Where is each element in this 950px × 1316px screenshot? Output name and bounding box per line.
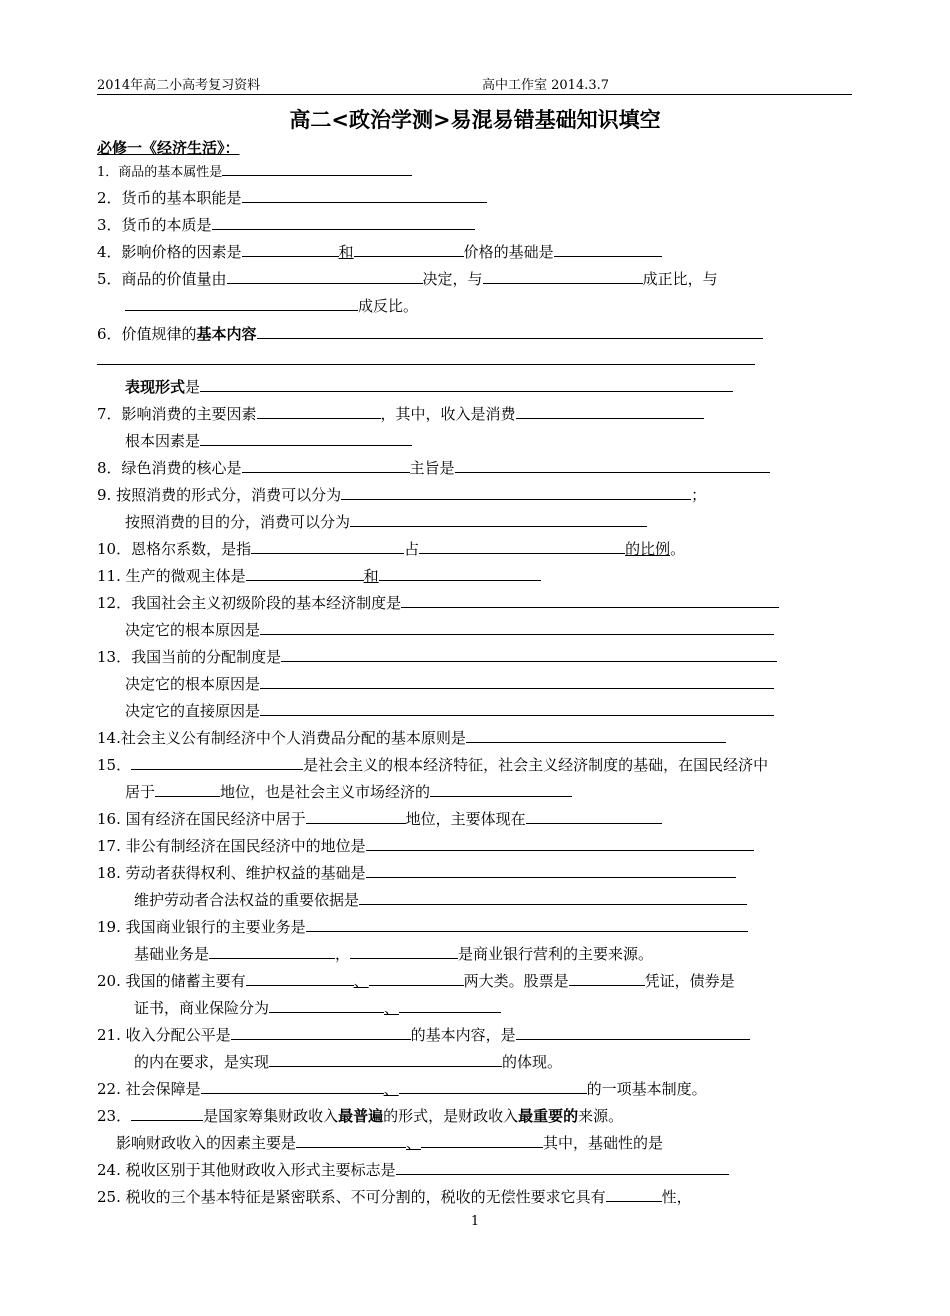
question-3: 3．货币的本质是 xyxy=(97,213,475,237)
question-18-cont: 维护劳动者合法权益的重要依据是 xyxy=(134,888,747,912)
question-21: 21. 收入分配公平是 的基本内容，是 xyxy=(97,1023,750,1047)
question-11: 11. 生产的微观主体是 和 xyxy=(97,564,541,588)
question-15-cont: 居于 地位，也是社会主义市场经济的 xyxy=(125,780,572,804)
answer-blank xyxy=(354,241,464,257)
page-header xyxy=(97,74,852,95)
answer-blank xyxy=(306,916,748,932)
answer-blank xyxy=(246,970,354,986)
answer-blank xyxy=(606,1186,662,1202)
question-23-cont: 影响财政收入的因素主要是 、 其中，基础性的是 xyxy=(116,1134,664,1152)
question-6-blank-line xyxy=(97,348,755,372)
question-12: 12．我国社会主义初级阶段的基本经济制度是 xyxy=(97,591,779,615)
answer-blank xyxy=(350,943,458,959)
answer-blank xyxy=(260,700,774,716)
answer-blank xyxy=(366,862,736,878)
question-4: 4．影响价格的因素是 和 价格的基础是 xyxy=(97,240,662,264)
question-17: 17. 非公有制经济在国民经济中的地位是 xyxy=(97,834,754,858)
answer-blank xyxy=(341,484,691,500)
answer-blank xyxy=(200,430,412,446)
answer-blank xyxy=(201,1078,384,1094)
answer-blank xyxy=(251,538,404,554)
answer-blank xyxy=(516,403,704,419)
answer-blank xyxy=(554,241,662,257)
answer-blank xyxy=(369,970,464,986)
answer-blank xyxy=(359,889,747,905)
question-24: 24. 税收区别于其他财政收入形式主要标志是 xyxy=(97,1158,729,1182)
answer-blank xyxy=(350,511,647,527)
answer-blank xyxy=(260,673,774,689)
document-title: 高二<政治学测>易混易错基础知识填空 xyxy=(289,108,661,132)
question-25: 25. 税收的三个基本特征是紧密联系、不可分割的，税收的无偿性要求它具有 性， xyxy=(97,1188,692,1206)
answer-blank xyxy=(306,808,406,824)
answer-blank xyxy=(209,943,335,959)
question-16: 16. 国有经济在国民经济中居于 地位，主要体现在 xyxy=(97,807,662,831)
question-5: 5．商品的价值量由 决定，与 成正比，与 xyxy=(97,270,718,288)
answer-blank xyxy=(242,187,487,203)
answer-blank xyxy=(296,1132,406,1148)
answer-blank xyxy=(212,214,475,230)
question-21-cont: 的内在要求，是实现 的体现。 xyxy=(134,1053,563,1071)
header-left: 2014年高二小高考复习资料 xyxy=(97,78,261,93)
question-19-cont: 基础业务是 ， 是商业银行营利的主要来源。 xyxy=(134,945,654,963)
question-20: 20. 我国的储蓄主要有 、 两大类。股票是 凭证，债券是 xyxy=(97,972,735,990)
answer-blank xyxy=(131,1105,203,1121)
question-8: 8．绿色消费的核心是 主旨是 xyxy=(97,456,770,480)
question-22: 22. 社会保障是 、 的一项基本制度。 xyxy=(97,1080,707,1098)
answer-blank xyxy=(399,1078,587,1094)
answer-blank xyxy=(269,997,384,1013)
answer-blank xyxy=(269,1051,502,1067)
header-center: 高中工作室 2014.3.7 xyxy=(482,78,610,93)
answer-blank xyxy=(281,646,777,662)
answer-blank xyxy=(421,1132,543,1148)
question-13: 13．我国当前的分配制度是 xyxy=(97,645,777,669)
answer-blank xyxy=(430,781,572,797)
question-1: 1．商品的基本属性是 xyxy=(97,160,412,184)
question-5-cont: 成反比。 xyxy=(125,294,418,318)
question-10: 10．恩格尔系数，是指 占 的比例。 xyxy=(97,540,686,558)
answer-blank xyxy=(526,808,662,824)
answer-blank xyxy=(246,565,364,581)
question-20-cont: 证书，商业保险分为 、 xyxy=(134,996,501,1020)
question-2: 2．货币的基本职能是 xyxy=(97,186,487,210)
answer-blank xyxy=(222,160,412,176)
question-18: 18. 劳动者获得权利、维护权益的基础是 xyxy=(97,861,736,885)
answer-blank xyxy=(242,457,410,473)
question-9-cont: 按照消费的目的分，消费可以分为 xyxy=(125,510,647,534)
answer-blank xyxy=(366,835,754,851)
answer-blank xyxy=(227,268,423,284)
section-heading: 必修一《经济生活》： xyxy=(97,139,240,157)
question-23: 23． 是国家筹集财政收入最普遍的形式，是财政收入最重要的来源。 xyxy=(97,1107,624,1125)
answer-blank xyxy=(257,323,763,339)
question-7: 7．影响消费的主要因素 ，其中，收入是消费 xyxy=(97,402,704,426)
answer-blank xyxy=(483,268,643,284)
question-7-cont: 根本因素是 xyxy=(125,429,412,453)
answer-blank xyxy=(242,241,339,257)
answer-blank xyxy=(399,997,501,1013)
question-9: 9. 按照消费的形式分，消费可以分为 ； xyxy=(97,486,707,504)
question-13-cont-2: 决定它的直接原因是 xyxy=(125,699,774,723)
page-number: 1 xyxy=(470,1214,480,1229)
question-13-cont-1: 决定它的根本原因是 xyxy=(125,672,774,696)
answer-blank xyxy=(466,727,726,743)
answer-blank xyxy=(200,376,733,392)
answer-blank xyxy=(231,1024,411,1040)
answer-blank xyxy=(455,457,770,473)
answer-blank xyxy=(419,538,625,554)
answer-blank xyxy=(155,781,220,797)
question-6: 6．价值规律的基本内容 xyxy=(97,322,763,346)
answer-blank xyxy=(125,295,358,311)
question-14: 14.社会主义公有制经济中个人消费品分配的基本原则是 xyxy=(97,726,726,750)
question-19: 19. 我国商业银行的主要业务是 xyxy=(97,915,748,939)
answer-blank xyxy=(516,1024,750,1040)
question-15: 15． 是社会主义的根本经济特征，社会主义经济制度的基础，在国民经济中 xyxy=(97,756,769,774)
answer-blank xyxy=(257,403,381,419)
answer-blank xyxy=(401,592,779,608)
question-12-cont: 决定它的根本原因是 xyxy=(125,618,774,642)
question-6-form: 表现形式是 xyxy=(125,375,733,399)
answer-blank xyxy=(260,619,774,635)
answer-blank xyxy=(396,1159,729,1175)
answer-blank xyxy=(569,970,645,986)
answer-blank xyxy=(97,349,755,365)
answer-blank xyxy=(131,754,303,770)
answer-blank xyxy=(379,565,541,581)
